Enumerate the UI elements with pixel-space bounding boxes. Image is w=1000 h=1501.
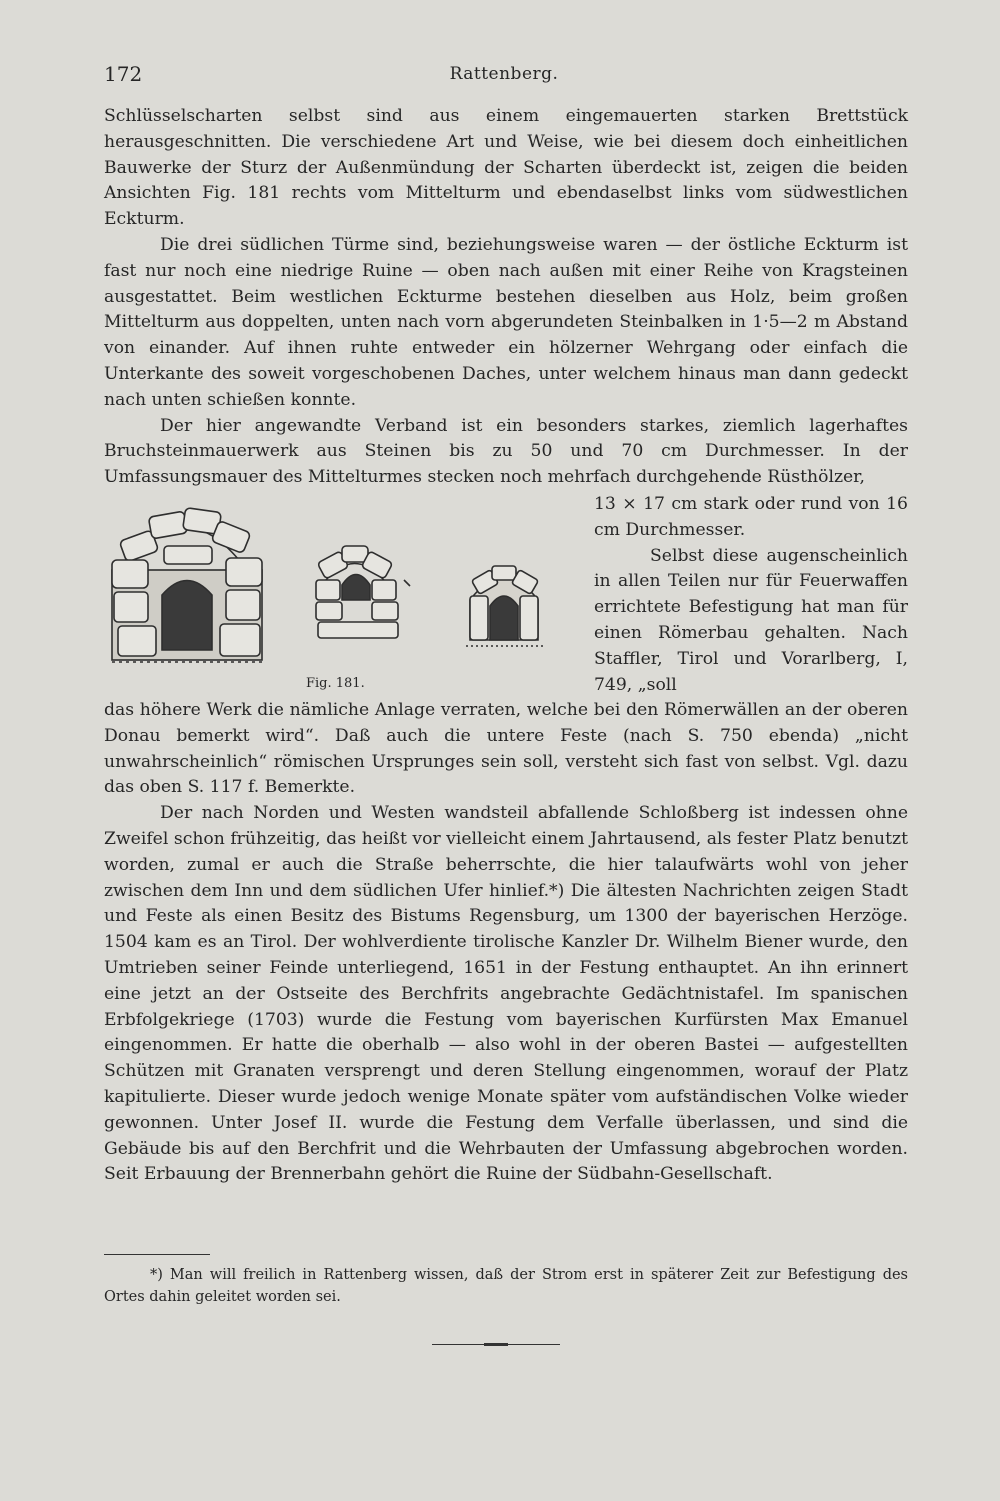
- end-ornament: [432, 1344, 560, 1348]
- page-header: [104, 62, 904, 92]
- loophole-drawings: [104, 500, 574, 700]
- figure-181: [104, 500, 574, 700]
- left-loophole-drawing: [112, 508, 264, 662]
- text-top: [104, 104, 908, 491]
- paragraph-wrap-2: Selbst diese augenscheinlich in allen Teilen nur für Feuerwaffen errichtete Befestigung hat man für einen Römerbau gehalten. Nach Staffler, Tirol und Vorarlberg, I, 749, „soll: [594, 545, 908, 695]
- text-bottom: [104, 698, 908, 1188]
- figure-caption: Fig. 181.: [306, 676, 365, 691]
- paragraph-3: Der hier angewandte Verband ist ein besonders starkes, ziemlich lagerhaftes Bruchsteinmauerwerk aus Steinen bis zu 50 und 70 cm Durchmesser. In der Umfassungsmauer des Mittelturmes stecken noch mehrfach durchgehende Rüsthölzer,: [104, 415, 908, 488]
- paragraph-5: Der nach Norden und Westen wandsteil abfallende Schloßberg ist indessen ohne Zweifel schon frühzeitig, das heißt vor vielleicht einem Jahrtausend, als fester Platz benutzt worden, zumal er auch die Straße beherrschte, die hier talaufwärts wohl von jeher zwischen dem Inn und dem südlichen Ufer hinlief.*) Die ältesten Nachrichten zeigen Stadt und Feste als einen Besitz des Bistums Regensburg, um 1300 der bayerischen Herzöge. 1504 kam es an Tirol. Der wohlverdiente tirolische Kanzler Dr. Wilhelm Biener wurde, den Umtrieben seiner Feinde unterliegend, 1651 in der Festung enthauptet. An ihn erinnert eine jetzt an der Ostseite des Berchfrits angebrachte Gedächtnistafel. Im spanischen Erbfolgekriege (1703) wurde die Festung vom bayerischen Kurfürsten Max Emanuel eingenommen. Er hatte die oberhalb — also wohl in der oberen Bastei — aufgestellten Schützen mit Granaten versprengt und deren Stellung eingenommen, worauf der Platz kapitulierte. Dieser wurde jedoch wenige Monate später vom aufständischen Volke wieder gewonnen. Unter Josef II. wurde die Festung dem Verfalle überlassen, und sind die Gebäude bis auf den Berchfrit und die Wehrbauten der Umfassung abgebrochen worden. Seit Erbauung der Brennerbahn gehört die Ruine der Südbahn-Gesellschaft.: [104, 803, 908, 1185]
- text-wrap-right: [594, 492, 908, 698]
- paragraph-1: Schlüsselscharten selbst sind aus einem eingemauerten starken Brettstück herausgeschnitten. Die verschiedene Art und Weise, wie bei diesem doch einheitlichen Bauwerke der Sturz der Außenmündung der Scharten überdeckt ist, zeigen die beiden Ansichten Fig. 181 rechts vom Mittelturm und ebendaselbst links vom südwestlichen Eckturm.: [104, 106, 908, 230]
- paragraph-wrap-1: 13 × 17 cm stark oder rund von 16 cm Durchmesser.: [594, 494, 908, 540]
- paragraph-2: Die drei südlichen Türme sind, beziehungsweise waren — der östliche Eckturm ist fast nur noch eine niedrige Ruine — oben nach außen mit einer Reihe von Kragsteinen ausgestattet. Beim westlichen Eckturme bestehen dieselben aus Holz, beim großen Mittelturm aus doppelten, unten nach vorn abgerundeten Steinbalken in 1·5—2 m Abstand von einander. Auf ihnen ruhte entweder ein hölzerner Wehrgang oder einfach die Unterkante des soweit vorgeschobenen Daches, unter welchem hinaus man dann gedeckt nach unten schießen konnte.: [104, 234, 908, 410]
- footnote-text: *) Man will freilich in Rattenberg wissen, daß der Strom erst in späterer Zeit zur Befestigung des Ortes dahin geleitet worden sei.: [104, 1267, 908, 1305]
- middle-loophole-drawing: [316, 546, 410, 638]
- right-loophole-drawing: [466, 566, 544, 646]
- running-title: Rattenberg.: [449, 64, 559, 84]
- paragraph-4: das höhere Werk die nämliche Anlage verraten, welche bei den Römerwällen an der oberen Donau bemerkt wird“. Daß auch die untere Feste (nach S. 750 ebenda) „nicht unwahrscheinlich“ römischen Ursprunges sein soll, versteht sich fast von selbst. Vgl. dazu das oben S. 117 f. Bemerkte.: [104, 700, 908, 798]
- page-number: 172: [104, 62, 143, 86]
- footnote-rule: [104, 1254, 210, 1255]
- footnote: [104, 1264, 908, 1308]
